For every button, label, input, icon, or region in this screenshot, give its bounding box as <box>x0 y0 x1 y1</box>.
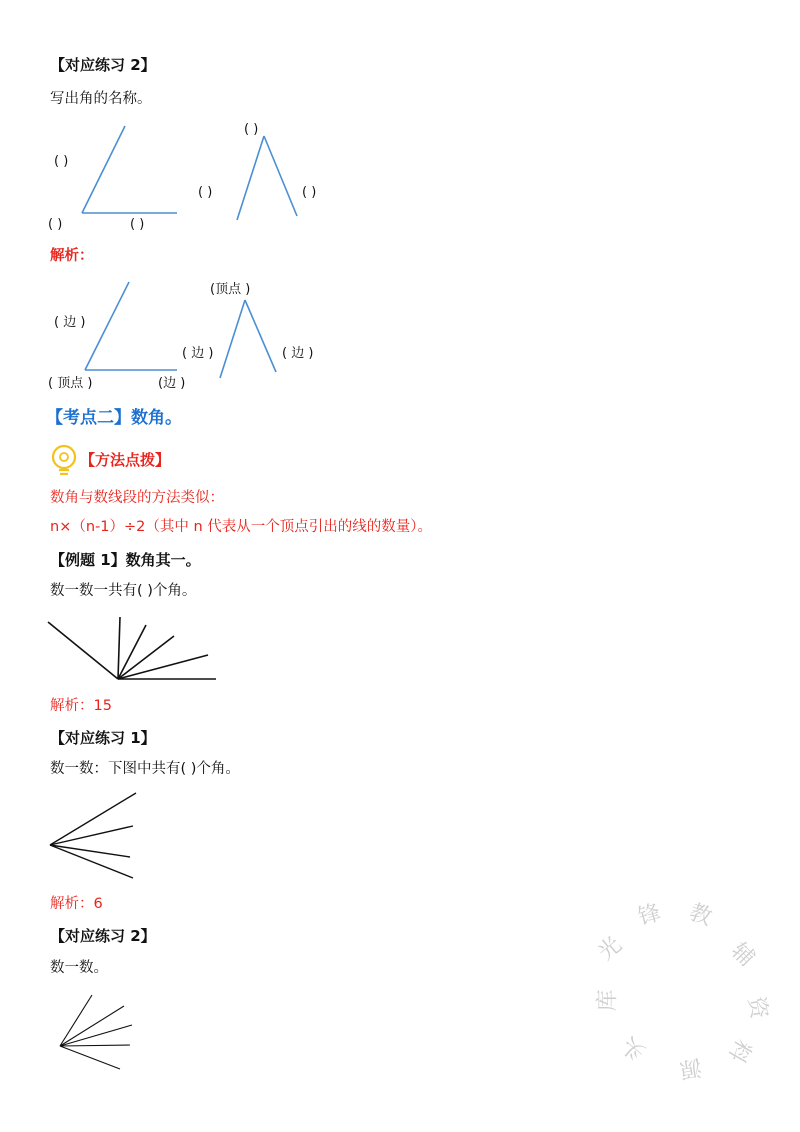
watermark-char: 辅 <box>725 938 760 972</box>
watermark-char: 教 <box>685 899 715 931</box>
section-title: 【考点二】数角。 <box>46 408 182 428</box>
answer-angle1-label-vertex: ( 顶点 ) <box>48 376 93 391</box>
practice1-title: 【对应练习 1】 <box>50 729 156 747</box>
angle1-label-vertex: ( ) <box>48 217 63 232</box>
answer-angle2-label-left: ( 边 ) <box>182 346 214 361</box>
angle1-arm-upper <box>82 126 125 213</box>
watermark-char: 资 <box>742 994 772 1021</box>
practice1-rays-figure <box>50 793 136 878</box>
angle2-arm-right <box>264 136 297 216</box>
angle2-arm-left <box>237 136 264 220</box>
ray <box>50 793 136 845</box>
watermark-char: 锋 <box>635 900 664 931</box>
practice1-answer: 解析：6 <box>50 896 103 912</box>
angle2-label-left: ( ) <box>198 185 213 200</box>
ray <box>50 845 130 857</box>
answer-angle2-label-right: ( 边 ) <box>282 346 314 361</box>
ray <box>50 826 133 845</box>
ray <box>50 845 133 878</box>
watermark-char: 料 <box>722 1034 756 1067</box>
lightbulb-icon <box>48 443 80 475</box>
answer-label: 解析： <box>50 248 94 264</box>
watermark-char: 库 <box>595 989 621 1012</box>
watermark-char: 头 <box>617 1031 651 1065</box>
practice1-question: 数一数：下图中共有( )个角。 <box>50 761 240 777</box>
exercise-title: 【对应练习 2】 <box>50 56 156 74</box>
practice2-rays-figure <box>60 995 132 1069</box>
ray <box>118 636 174 679</box>
angle2-label-right: ( ) <box>302 185 317 200</box>
ray <box>118 617 120 679</box>
watermark-char: 源 <box>677 1053 704 1082</box>
ray <box>118 625 146 679</box>
answer-angle2-arm-right <box>245 300 276 372</box>
example-answer: 解析：15 <box>50 698 112 714</box>
example-title: 【例题 1】数角其一。 <box>50 551 201 569</box>
answer-angle2-arm-left <box>220 300 245 378</box>
ray <box>48 622 118 679</box>
exercise-instruction: 写出角的名称。 <box>50 91 152 107</box>
ray <box>60 1046 120 1069</box>
practice2-question: 数一数。 <box>50 960 108 976</box>
answer-angle1-arm-upper <box>85 282 129 370</box>
ray <box>60 1006 124 1046</box>
watermark-char: 光 <box>593 932 627 966</box>
ray <box>60 1045 130 1046</box>
answer-angle2-label-vertex: (顶点 ) <box>210 282 251 297</box>
angle1-label-lower: ( ) <box>130 217 145 232</box>
angle2-label-vertex: ( ) <box>244 122 259 137</box>
ray <box>118 655 208 679</box>
practice2-title: 【对应练习 2】 <box>50 927 156 945</box>
angle1-label-upper: ( ) <box>54 154 69 169</box>
method-line-2: n×（n-1）÷2（其中 n 代表从一个顶点引出的线的数量）。 <box>50 519 433 535</box>
answer-angle1-label-upper: ( 边 ) <box>54 315 86 330</box>
example-rays-figure <box>48 617 216 679</box>
method-line-1: 数角与数线段的方法类似： <box>50 490 224 506</box>
method-title: 【方法点拨】 <box>80 451 171 469</box>
example-question: 数一数一共有( )个角。 <box>50 583 197 599</box>
answer-angle1-label-lower: (边 ) <box>158 376 186 391</box>
